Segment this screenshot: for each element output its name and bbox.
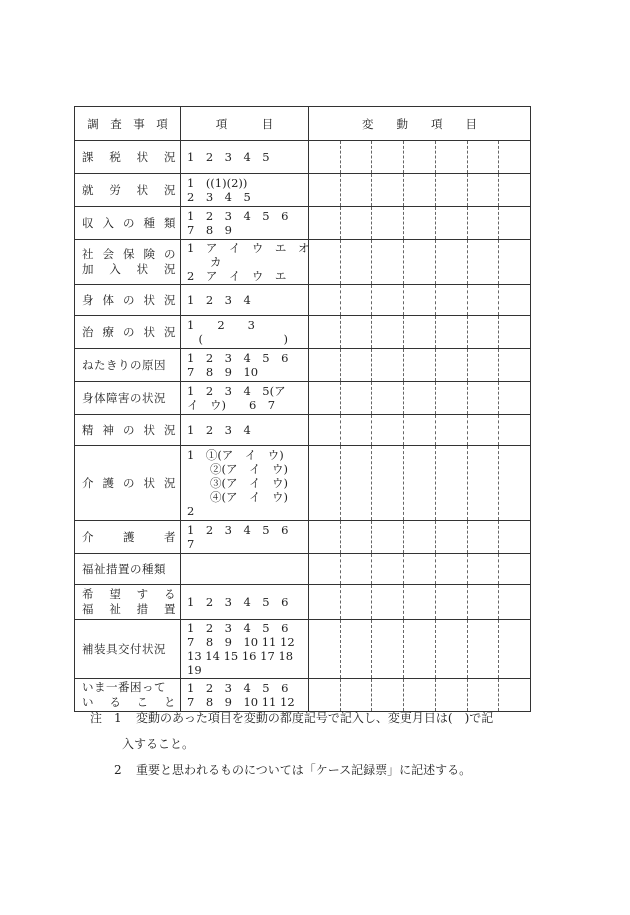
- change-entry-cell[interactable]: [404, 620, 436, 678]
- change-entry-cell[interactable]: [404, 446, 436, 520]
- row-label: [75, 285, 181, 316]
- row-items: [181, 316, 309, 349]
- change-cells: [309, 240, 531, 285]
- item-line: 1 2 3: [187, 318, 255, 332]
- change-entry-cell[interactable]: [468, 141, 500, 173]
- row-items: [181, 679, 309, 712]
- note-1-continuation: 入すること。: [122, 737, 195, 751]
- change-entry-cell[interactable]: [468, 585, 500, 619]
- table-row: [75, 521, 531, 554]
- change-entry-cell[interactable]: [468, 240, 500, 284]
- table-row: [75, 446, 531, 521]
- table-row: [75, 585, 531, 620]
- item-line: 1 ((1)(2)): [187, 176, 248, 190]
- row-label-text: 補装具交付状況: [82, 641, 166, 656]
- change-entry-cell[interactable]: [499, 174, 530, 206]
- change-entry-cell[interactable]: [341, 554, 373, 584]
- table-row: [75, 285, 531, 316]
- change-entry-cell[interactable]: [468, 316, 500, 348]
- change-entry-cell[interactable]: [341, 585, 373, 619]
- row-label: [75, 316, 181, 349]
- change-entry-cell[interactable]: [436, 415, 468, 445]
- row-label-text: いま一番困って: [82, 680, 166, 694]
- change-entry-cell[interactable]: [499, 207, 530, 239]
- row-label-text: 身体障害の状況: [82, 390, 166, 405]
- change-entry-cell[interactable]: [468, 446, 500, 520]
- change-entry-cell[interactable]: [341, 141, 373, 173]
- table-row: [75, 141, 531, 174]
- change-entry-cell[interactable]: [372, 349, 404, 381]
- item-line: 1 2 3 4 5 6: [187, 523, 289, 537]
- change-entry-cell[interactable]: [468, 521, 500, 553]
- change-cells: [309, 382, 531, 415]
- change-entry-cell[interactable]: [372, 382, 404, 414]
- table-row: [75, 316, 531, 349]
- row-items: [181, 174, 309, 207]
- item-line: 1 2 3 4 5 6: [187, 209, 289, 223]
- item-line: 7 8 9: [187, 223, 232, 237]
- item-line: 1 ア イ ウ エ オ: [187, 241, 310, 255]
- row-items: [181, 415, 309, 446]
- change-entry-cell[interactable]: [309, 316, 341, 348]
- item-line: 7 8 9 10: [187, 365, 259, 379]
- row-label: [75, 620, 181, 679]
- table-row: [75, 382, 531, 415]
- note-2-text: 重要と思われるものについては「ケース記録票」に記述する。: [136, 763, 472, 777]
- change-entry-cell[interactable]: [436, 521, 468, 553]
- row-items: [181, 446, 309, 521]
- table-row: [75, 174, 531, 207]
- item-line: ③(ア イ ウ): [187, 476, 288, 490]
- item-line: カ: [187, 255, 222, 269]
- row-label: [75, 141, 181, 174]
- change-entry-cell[interactable]: [404, 679, 436, 711]
- change-entry-cell[interactable]: [404, 554, 436, 584]
- change-cells: [309, 174, 531, 207]
- table-row: [75, 207, 531, 240]
- change-entry-cell[interactable]: [499, 240, 530, 284]
- item-line: 2: [187, 504, 195, 518]
- table-row: [75, 349, 531, 382]
- change-entry-cell[interactable]: [436, 382, 468, 414]
- item-line: ②(ア イ ウ): [187, 462, 288, 476]
- change-entry-cell[interactable]: [309, 554, 341, 584]
- change-entry-cell[interactable]: [404, 141, 436, 173]
- survey-table: [74, 106, 531, 712]
- item-line: 1 2 3 4 5(ア: [187, 384, 286, 398]
- change-entry-cell[interactable]: [499, 620, 530, 678]
- row-label: [75, 240, 181, 285]
- row-items: [181, 554, 309, 585]
- change-entry-cell[interactable]: [404, 316, 436, 348]
- item-line: 7 8 9 10 11 12: [187, 635, 295, 649]
- change-entry-cell[interactable]: [499, 415, 530, 445]
- change-entry-cell[interactable]: [499, 141, 530, 173]
- note-1-text: 変動のあった項目を変動の都度記号で記入し、変更月日は( )で記: [136, 711, 494, 725]
- row-items: [181, 240, 309, 285]
- change-entry-cell[interactable]: [499, 316, 530, 348]
- change-entry-cell[interactable]: [404, 240, 436, 284]
- change-entry-cell[interactable]: [341, 620, 373, 678]
- row-label: [75, 446, 181, 521]
- row-label-text: 収入の種類: [82, 215, 176, 230]
- change-entry-cell[interactable]: [436, 585, 468, 619]
- change-entry-cell[interactable]: [372, 446, 404, 520]
- change-entry-cell[interactable]: [372, 620, 404, 678]
- row-items: [181, 207, 309, 240]
- change-entry-cell[interactable]: [309, 174, 341, 206]
- row-label: [75, 415, 181, 446]
- table-row: [75, 679, 531, 712]
- change-entry-cell[interactable]: [404, 415, 436, 445]
- item-line: 1 2 3 4 5 6: [187, 595, 289, 609]
- row-label-text: 身体の状況: [82, 292, 176, 307]
- note-label: 注: [90, 711, 103, 725]
- change-entry-cell[interactable]: [436, 446, 468, 520]
- change-entry-cell[interactable]: [341, 382, 373, 414]
- change-entry-cell[interactable]: [436, 207, 468, 239]
- item-line: 7 8 9 10 11 12: [187, 695, 295, 709]
- change-entry-cell[interactable]: [372, 679, 404, 711]
- note-1: [90, 710, 550, 726]
- change-entry-cell[interactable]: [372, 585, 404, 619]
- change-entry-cell[interactable]: [468, 620, 500, 678]
- item-line: 13 14 15 16 17 18: [187, 649, 294, 663]
- row-items: [181, 285, 309, 316]
- change-entry-cell[interactable]: [468, 207, 500, 239]
- row-items: [181, 521, 309, 554]
- row-label: [75, 521, 181, 554]
- row-label-text: 社会保険の: [82, 247, 176, 261]
- item-line: 1 2 3 4 5 6: [187, 621, 289, 635]
- change-entry-cell[interactable]: [341, 415, 373, 445]
- row-label-text: 希望する: [82, 587, 176, 601]
- change-entry-cell[interactable]: [372, 141, 404, 173]
- change-cells: [309, 446, 531, 521]
- change-entry-cell[interactable]: [341, 349, 373, 381]
- change-entry-cell[interactable]: [499, 679, 530, 711]
- change-entry-cell[interactable]: [404, 585, 436, 619]
- change-entry-cell[interactable]: [309, 285, 341, 315]
- row-label: [75, 174, 181, 207]
- change-entry-cell[interactable]: [436, 349, 468, 381]
- change-cells: [309, 207, 531, 240]
- header-items: 項 目: [181, 107, 309, 141]
- table-row: [75, 415, 531, 446]
- change-entry-cell[interactable]: [436, 679, 468, 711]
- change-entry-cell[interactable]: [436, 240, 468, 284]
- change-entry-cell[interactable]: [499, 285, 530, 315]
- change-entry-cell[interactable]: [309, 620, 341, 678]
- change-entry-cell[interactable]: [436, 554, 468, 584]
- change-cells: [309, 620, 531, 679]
- change-entry-cell[interactable]: [468, 679, 500, 711]
- table-row: [75, 240, 531, 285]
- note-2-number: 2: [114, 763, 122, 777]
- change-entry-cell[interactable]: [404, 349, 436, 381]
- change-entry-cell[interactable]: [468, 382, 500, 414]
- row-label: [75, 207, 181, 240]
- item-line: 2 3 4 5: [187, 190, 251, 204]
- change-entry-cell[interactable]: [309, 349, 341, 381]
- item-line: 2 ア イ ウ エ: [187, 269, 287, 283]
- change-entry-cell[interactable]: [372, 316, 404, 348]
- change-entry-cell[interactable]: [436, 174, 468, 206]
- change-entry-cell[interactable]: [499, 446, 530, 520]
- change-entry-cell[interactable]: [404, 174, 436, 206]
- change-entry-cell[interactable]: [341, 521, 373, 553]
- row-label: [75, 349, 181, 382]
- change-entry-cell[interactable]: [404, 285, 436, 315]
- row-items: [181, 349, 309, 382]
- change-entry-cell[interactable]: [372, 415, 404, 445]
- table-row: [75, 554, 531, 585]
- item-line: 1 ①(ア イ ウ): [187, 448, 284, 462]
- row-label-text-2: 加入状況: [82, 262, 176, 276]
- notes: [90, 710, 550, 778]
- change-entry-cell[interactable]: [404, 521, 436, 553]
- item-line: 1 2 3 4 5: [187, 150, 270, 164]
- change-entry-cell[interactable]: [309, 240, 341, 284]
- change-entry-cell[interactable]: [468, 174, 500, 206]
- change-entry-cell[interactable]: [372, 240, 404, 284]
- row-items: [181, 141, 309, 174]
- change-entry-cell[interactable]: [341, 174, 373, 206]
- row-label-text: 治療の状況: [82, 324, 176, 339]
- change-entry-cell[interactable]: [309, 446, 341, 520]
- change-entry-cell[interactable]: [372, 521, 404, 553]
- item-line: 7: [187, 537, 195, 551]
- change-entry-cell[interactable]: [309, 382, 341, 414]
- change-cells: [309, 349, 531, 382]
- note-2: [90, 762, 550, 778]
- change-entry-cell[interactable]: [468, 349, 500, 381]
- row-items: [181, 382, 309, 415]
- item-line: ( ): [187, 332, 288, 346]
- row-label: [75, 679, 181, 712]
- item-line: イ ウ) 6 7: [187, 398, 276, 412]
- change-entry-cell[interactable]: [499, 382, 530, 414]
- change-entry-cell[interactable]: [309, 585, 341, 619]
- change-entry-cell[interactable]: [468, 554, 500, 584]
- change-entry-cell[interactable]: [404, 207, 436, 239]
- change-entry-cell[interactable]: [309, 679, 341, 711]
- row-label-text: 介護の状況: [82, 475, 176, 490]
- change-entry-cell[interactable]: [468, 415, 500, 445]
- change-entry-cell[interactable]: [309, 141, 341, 173]
- change-entry-cell[interactable]: [309, 415, 341, 445]
- change-cells: [309, 554, 531, 585]
- item-line: 1 2 3 4 5 6: [187, 351, 289, 365]
- item-line: 1 2 3 4: [187, 293, 251, 307]
- row-label-text-2: 福祉措置: [82, 602, 176, 616]
- row-items: [181, 585, 309, 620]
- change-cells: [309, 585, 531, 620]
- item-line: 19: [187, 663, 202, 677]
- change-entry-cell[interactable]: [499, 554, 530, 584]
- row-label-text: 福祉措置の種類: [82, 561, 166, 576]
- note-1-number: 1: [114, 711, 122, 725]
- change-cells: [309, 285, 531, 316]
- change-entry-cell[interactable]: [341, 316, 373, 348]
- change-entry-cell[interactable]: [372, 554, 404, 584]
- row-label: [75, 382, 181, 415]
- change-entry-cell[interactable]: [436, 141, 468, 173]
- item-line: 1 2 3 4: [187, 423, 251, 437]
- change-entry-cell[interactable]: [436, 316, 468, 348]
- row-label-text-2: いること: [82, 695, 176, 709]
- change-entry-cell[interactable]: [309, 521, 341, 553]
- change-cells: [309, 679, 531, 712]
- change-entry-cell[interactable]: [341, 679, 373, 711]
- row-label-text: ねたきりの原因: [82, 357, 166, 372]
- change-entry-cell[interactable]: [468, 285, 500, 315]
- change-entry-cell[interactable]: [372, 285, 404, 315]
- change-cells: [309, 521, 531, 554]
- change-entry-cell[interactable]: [499, 585, 530, 619]
- table-row: [75, 620, 531, 679]
- change-entry-cell[interactable]: [372, 207, 404, 239]
- change-entry-cell[interactable]: [341, 240, 373, 284]
- header-survey-items: 調 査 事 項: [75, 107, 181, 141]
- change-cells: [309, 316, 531, 349]
- row-label: [75, 585, 181, 620]
- change-cells: [309, 415, 531, 446]
- change-entry-cell[interactable]: [499, 521, 530, 553]
- row-label: [75, 554, 181, 585]
- change-entry-cell[interactable]: [499, 349, 530, 381]
- change-entry-cell[interactable]: [372, 174, 404, 206]
- row-label-text: 就労状況: [82, 182, 176, 197]
- change-entry-cell[interactable]: [309, 207, 341, 239]
- change-entry-cell[interactable]: [404, 382, 436, 414]
- row-label-text: 介護者: [82, 529, 176, 544]
- change-entry-cell[interactable]: [341, 285, 373, 315]
- header-change-items: 変 動 項 目: [309, 107, 531, 141]
- row-label-text: 精神の状況: [82, 422, 176, 437]
- item-line: ④(ア イ ウ): [187, 490, 288, 504]
- row-label-text: 課税状況: [82, 149, 176, 164]
- change-cells: [309, 141, 531, 174]
- change-entry-cell[interactable]: [436, 285, 468, 315]
- header-row: [75, 107, 531, 141]
- item-line: 1 2 3 4 5 6: [187, 681, 289, 695]
- change-entry-cell[interactable]: [436, 620, 468, 678]
- row-items: [181, 620, 309, 679]
- change-entry-cell[interactable]: [341, 207, 373, 239]
- change-entry-cell[interactable]: [341, 446, 373, 520]
